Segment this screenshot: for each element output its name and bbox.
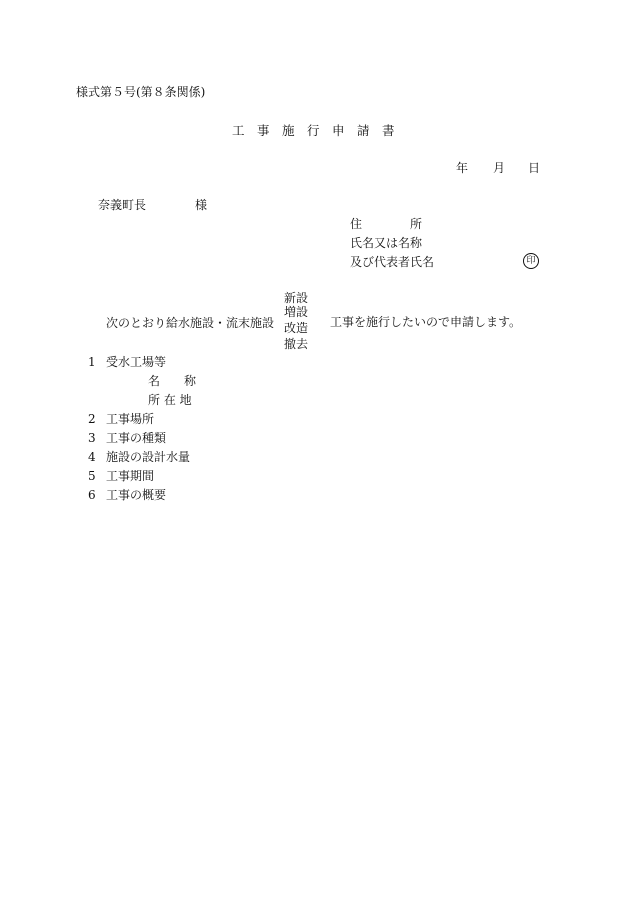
- item-number: 1: [88, 355, 96, 369]
- option-removal: 撤去: [284, 337, 309, 351]
- body-suffix: 工事を施行したいので申請します。: [330, 315, 522, 329]
- item-label: 工事の概要: [106, 488, 167, 502]
- item-number: 6: [88, 488, 96, 502]
- item-label: 工事の種類: [106, 431, 167, 445]
- item-number: 3: [88, 431, 96, 445]
- address-label: 住 所: [350, 217, 423, 231]
- body-prefix: 次のとおり給水施設・流末施設: [106, 316, 275, 330]
- document-title: 工 事 施 行 申 請 書: [232, 123, 395, 138]
- option-new: 新設: [284, 291, 309, 305]
- addressee-honorific: 様: [195, 198, 208, 212]
- item-number: 5: [88, 469, 96, 483]
- date-day: 日: [528, 161, 541, 175]
- item-label: 工事場所: [106, 412, 155, 426]
- date-month: 月: [493, 161, 506, 175]
- option-renovation: 改造: [284, 321, 309, 335]
- item-label: 施設の設計水量: [106, 450, 191, 464]
- addressee-name: 奈義町長: [98, 198, 147, 212]
- subitem-location: 所 在 地: [148, 393, 192, 407]
- representative-label: 及び代表者氏名: [350, 255, 435, 269]
- seal-mark: 印: [523, 253, 539, 269]
- item-number: 4: [88, 450, 96, 464]
- item-label: 受水工場等: [106, 355, 167, 369]
- subitem-name: 名 称: [148, 374, 197, 388]
- item-label: 工事期間: [106, 469, 155, 483]
- form-number: 様式第５号(第８条関係): [76, 85, 206, 99]
- date-year: 年: [456, 161, 469, 175]
- option-expansion: 増設: [284, 305, 309, 319]
- item-number: 2: [88, 412, 96, 426]
- name-label: 氏名又は名称: [350, 236, 423, 250]
